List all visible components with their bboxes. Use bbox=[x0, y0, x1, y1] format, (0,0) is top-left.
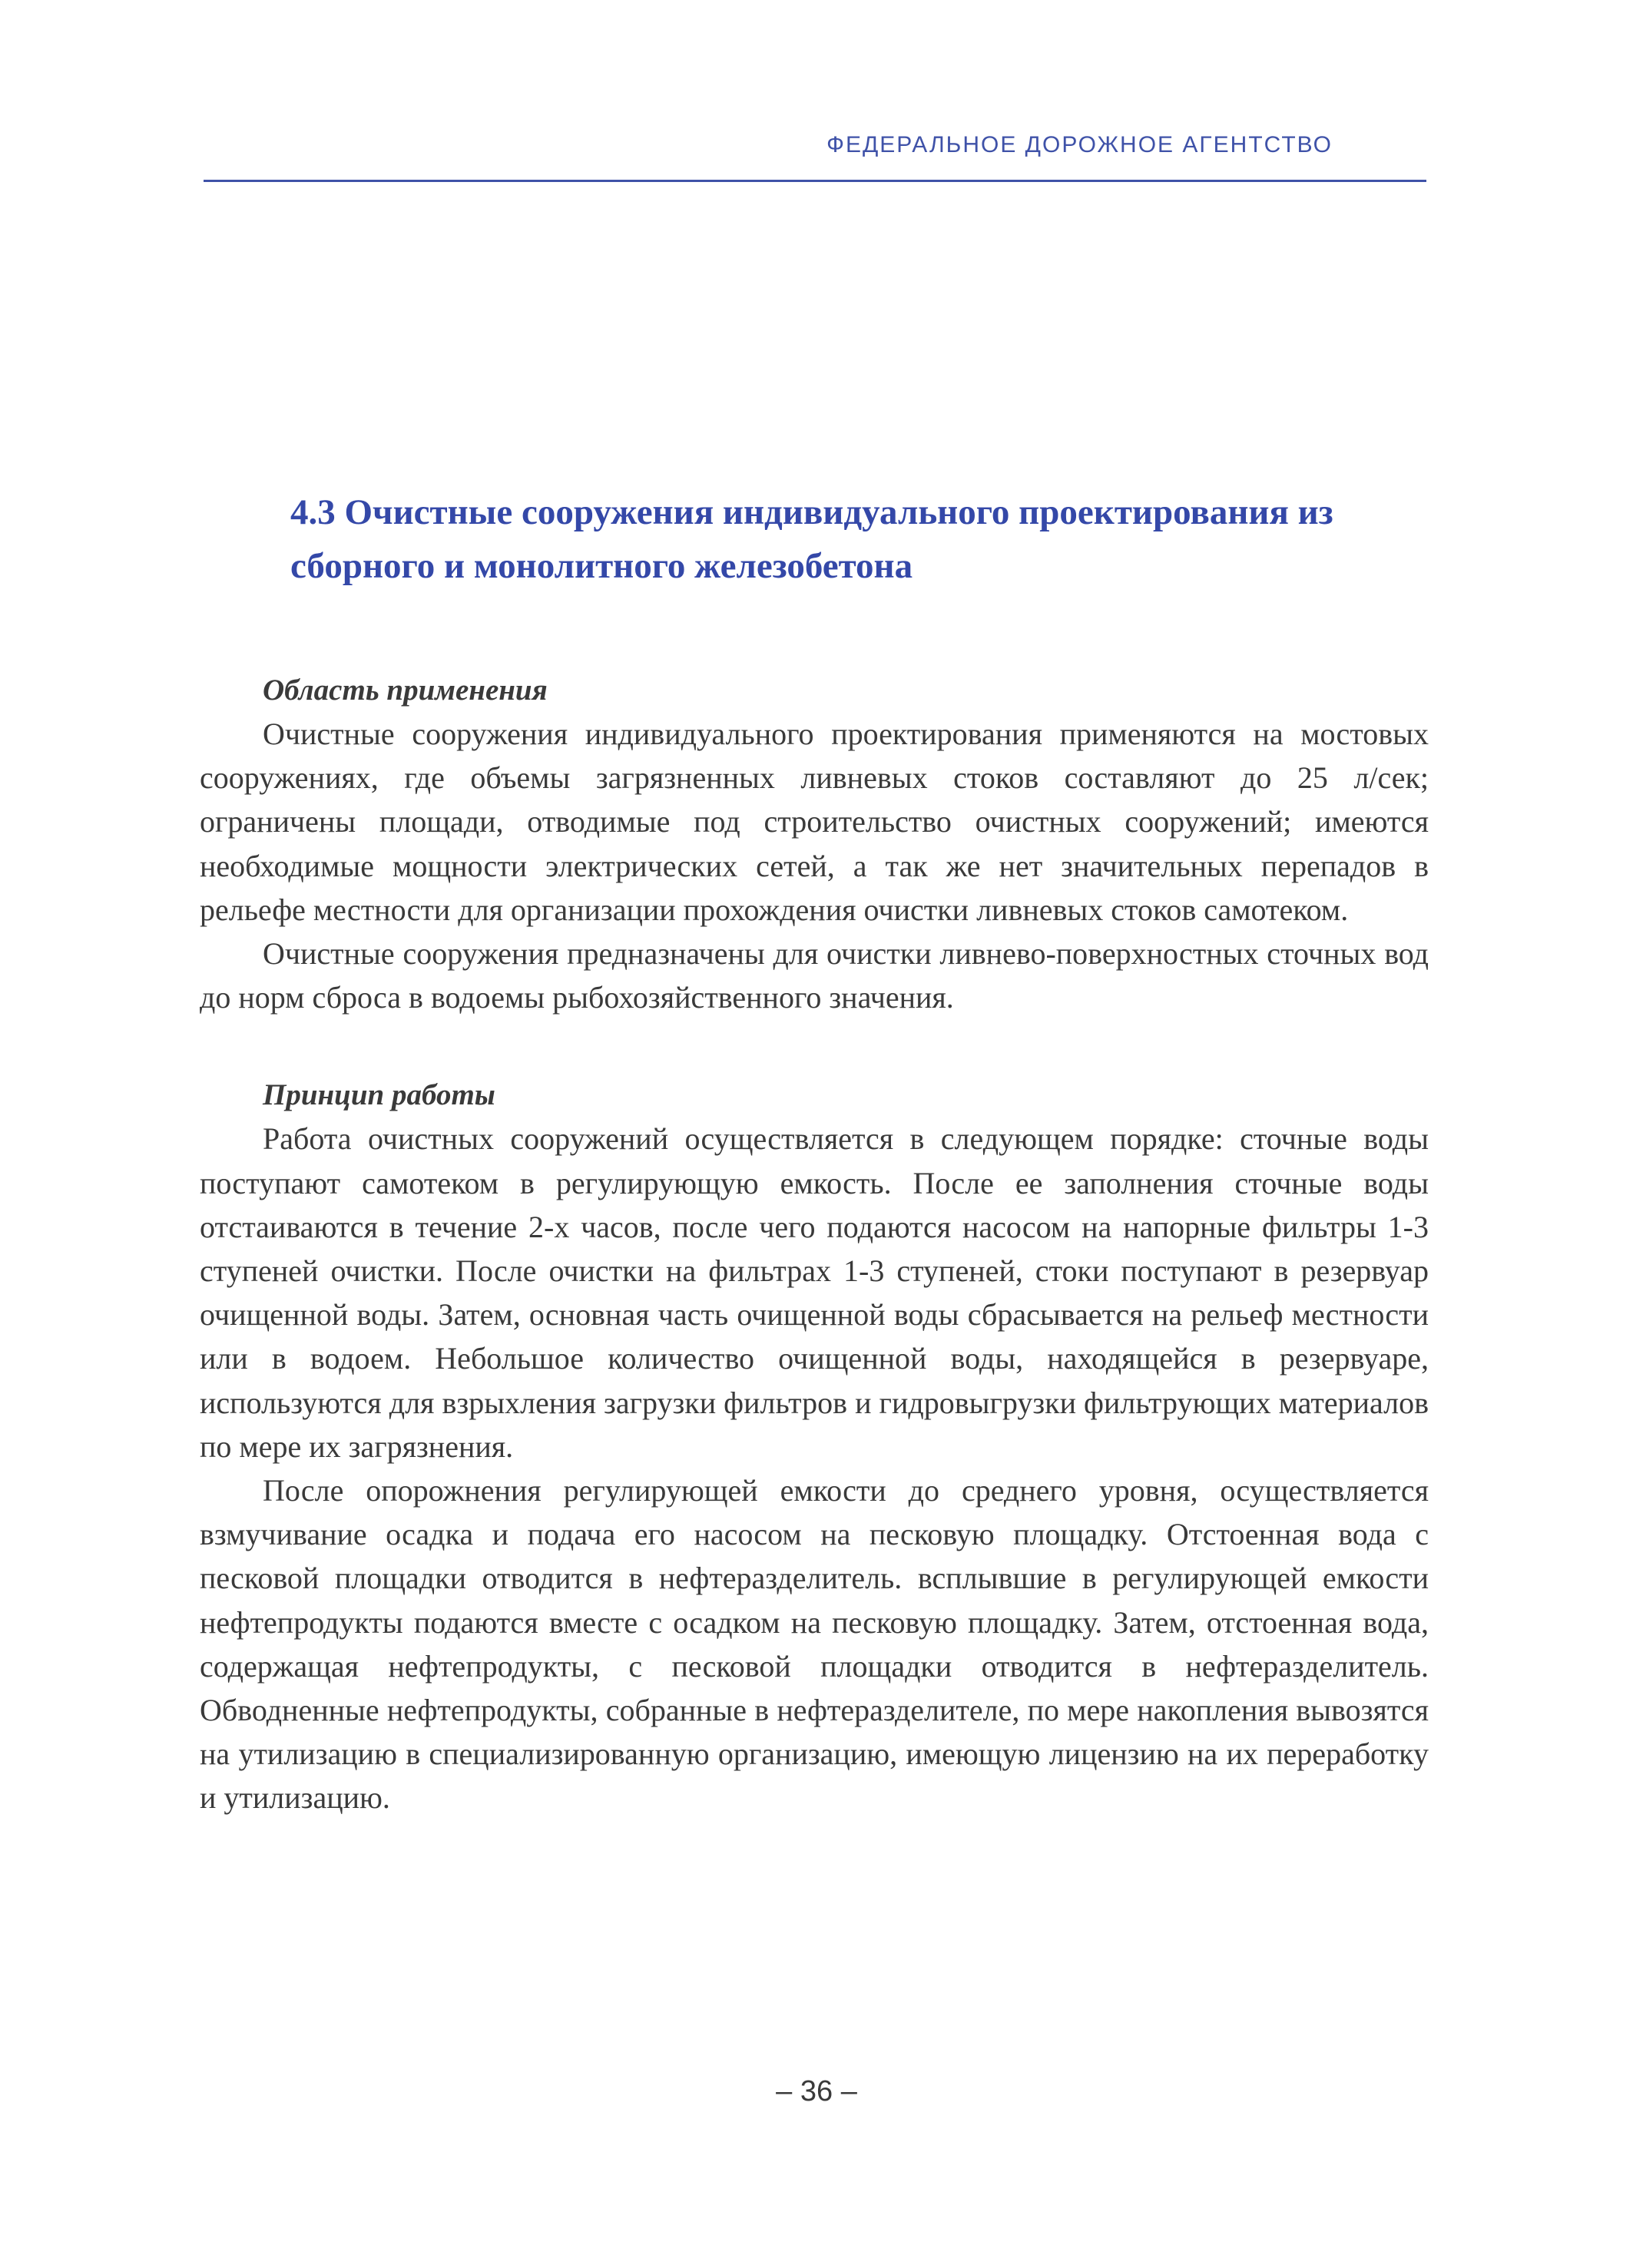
section-title: 4.3 Очистные сооружения индивидуального проектирования из сборного и монолитного железобетона bbox=[290, 492, 1333, 586]
running-header-agency: ФЕДЕРАЛЬНОЕ ДОРОЖНОЕ АГЕНТСТВО bbox=[826, 132, 1333, 157]
principle-paragraph-1: Работа очистных сооружений осуществляется в следующем порядке: сточные воды поступают самотеком в регулирующую емкость. После ее заполнения сточные воды отстаиваются в течение 2-х часов, после чего подаются насосом на напорные фильтры 1-3 ступеней очистки. После очистки на фильтрах 1-3 ступеней, стоки поступают в резервуар очищенной воды. Затем, основная часть очищенной воды сбрасывается на рельеф местности или в водоем. Небольшое количество очищенной воды, находящейся в резервуаре, используются для взрыхления загрузки фильтров и гидровыгрузки фильтрующих материалов по мере их загрязнения. bbox=[200, 1121, 1429, 1464]
principle-paragraph-2: После опорожнения регулирующей емкости до среднего уровня, осуществляется взмучивание осадка и подача его насосом на песковую площадку. Отстоенная вода с песковой площадки отводится в нефтеразделитель. всплывшие в регулирующей емкости нефтепродукты подаются вместе с осадком на песковую площадку. Затем, отстоенная вода, содержащая нефтепродукты, с песковой площадки отводится в нефтеразделитель. Обводненные нефтепродукты, собранные в нефтеразделителе, по мере накопления вывозятся на утилизацию в специализированную организацию, имеющую лицензию на их переработку и утилизацию. bbox=[200, 1473, 1429, 1816]
header-divider bbox=[204, 180, 1426, 182]
principle-heading: Принцип работы bbox=[263, 1078, 495, 1112]
scope-paragraph-2: Очистные сооружения предназначены для очистки ливнево-поверхностных сточных вод до норм сброса в водоемы рыбохозяйственного значения. bbox=[200, 936, 1429, 1015]
scope-paragraph-1: Очистные сооружения индивидуального проектирования применяются на мостовых сооружениях, где объемы загрязненных ливневых стоков составляют до 25 л/сек; ограничены площади, отводимые под строительство очистных сооружений; имеются необходимые мощности электрических сетей, а так же нет значительных перепадов в рельефе местности для организации прохождения очистки ливневых стоков самотеком. bbox=[200, 717, 1429, 927]
page-number: – 36 – bbox=[776, 2075, 857, 2107]
scope-heading: Область применения bbox=[263, 674, 548, 707]
page-body bbox=[200, 668, 1429, 1820]
section-spacer bbox=[200, 1019, 1429, 1073]
